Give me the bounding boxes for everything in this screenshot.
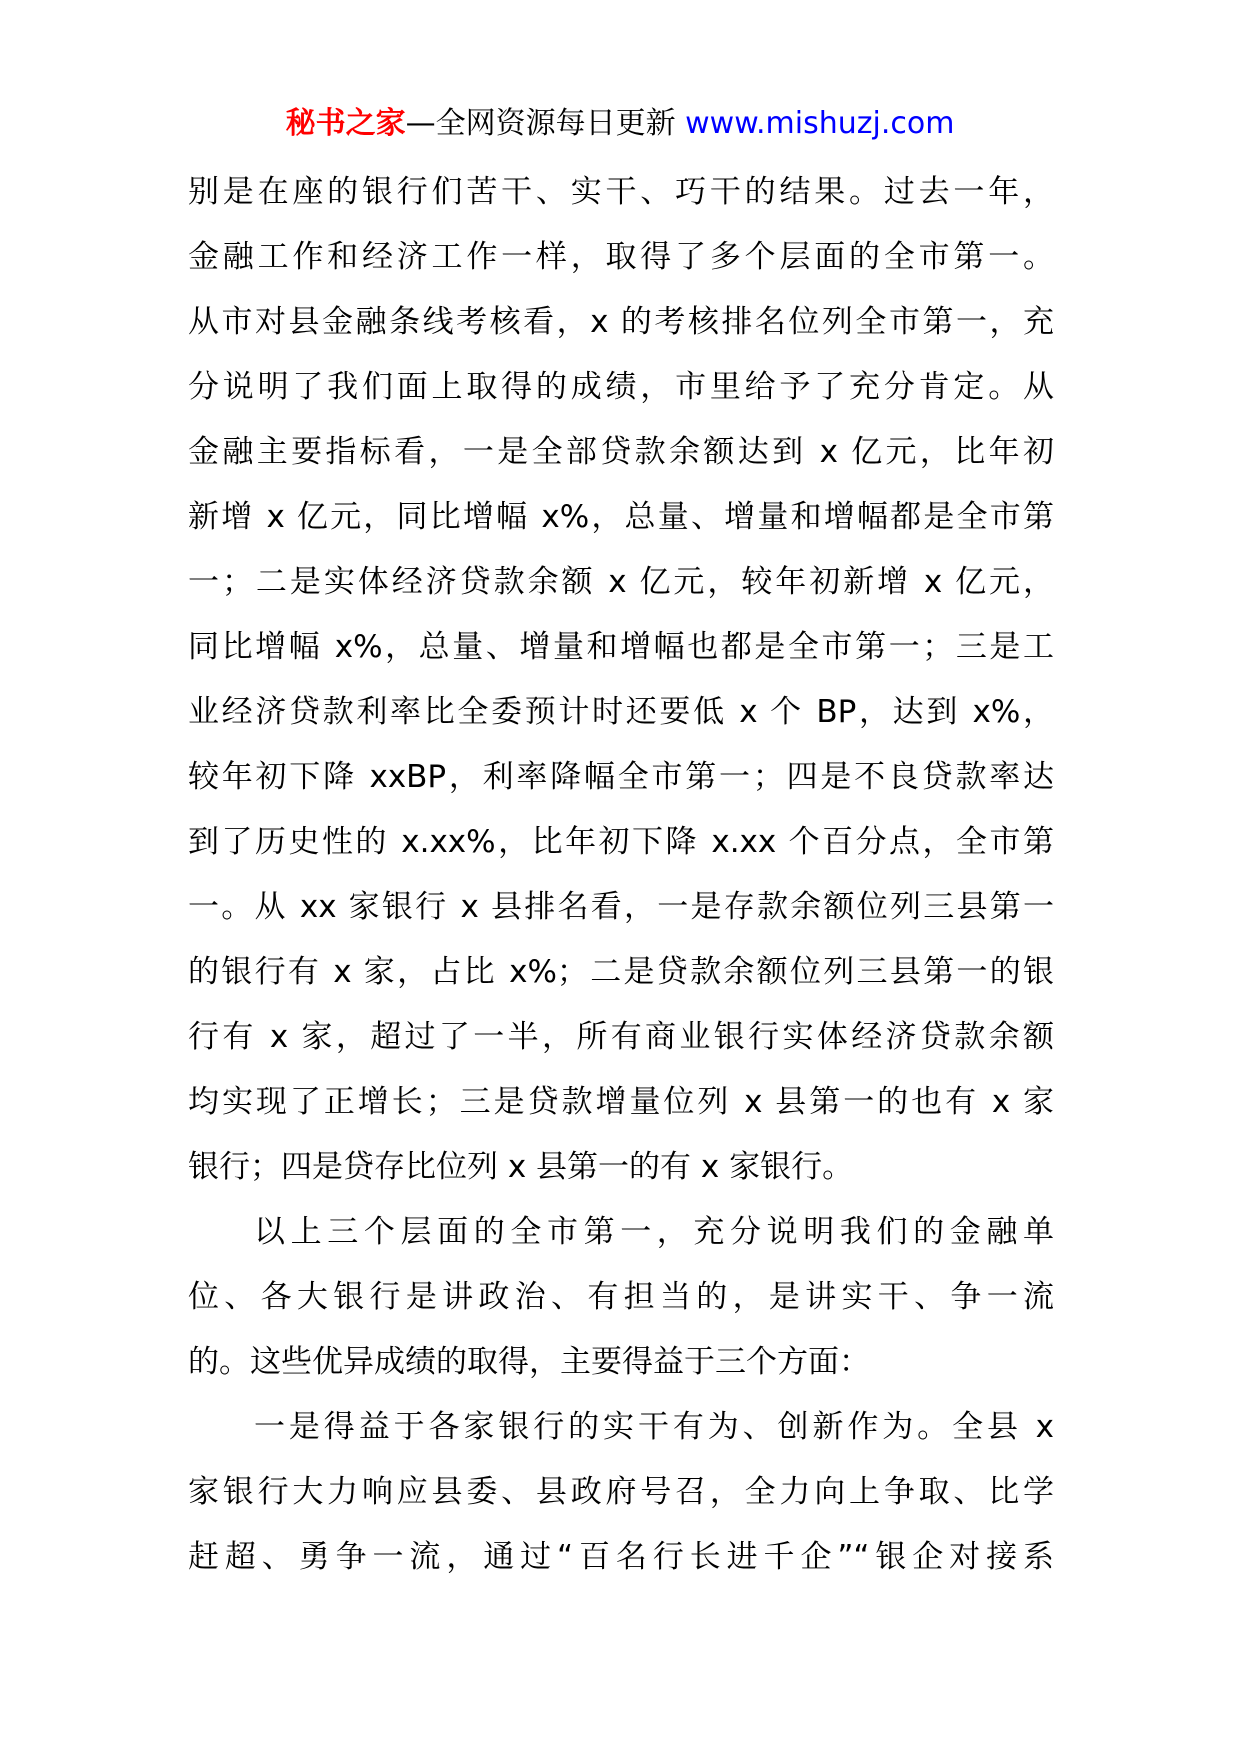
paragraph-first-reason: [188, 1395, 1054, 1590]
text-line: 均实现了正增长；三是贷款增量位列 x 县第一的也有 x 家: [188, 1084, 1054, 1120]
text-line: 一是得益于各家银行的实干有为、创新作为。全县 x: [254, 1409, 1054, 1445]
text-line: 银行；四是贷存比位列 x 县第一的有 x 家银行。: [188, 1149, 854, 1185]
text-line: 到了历史性的 x.xx%，比年初下降 x.xx 个百分点，全市第: [188, 824, 1054, 860]
text-line: 从市对县金融条线考核看，x 的考核排名位列全市第一，充: [188, 304, 1054, 340]
text-line: 的银行有 x 家，占比 x%；二是贷款余额位列三县第一的银: [188, 954, 1054, 990]
text-line: 的。这些优异成绩的取得，主要得益于三个方面：: [188, 1344, 870, 1380]
document-body: [188, 160, 1054, 1590]
text-line: 较年初下降 xxBP，利率降幅全市第一；四是不良贷款率达: [188, 759, 1054, 795]
header-url-link[interactable]: www.mishuzj.com: [685, 106, 955, 141]
paragraph-continued: [188, 160, 1054, 1200]
text-line: 以上三个层面的全市第一，充分说明我们的金融单: [254, 1214, 1054, 1250]
text-line: 金融工作和经济工作一样，取得了多个层面的全市第一。: [188, 239, 1054, 275]
paragraph-summary: [188, 1200, 1054, 1395]
text-line: 赶超、勇争一流，通过“百名行长进千企”“银企对接系: [188, 1539, 1054, 1575]
text-line: 分说明了我们面上取得的成绩，市里给予了充分肯定。从: [188, 369, 1054, 405]
text-line: 新增 x 亿元，同比增幅 x%，总量、增量和增幅都是全市第: [188, 499, 1054, 535]
text-line: 位、各大银行是讲政治、有担当的，是讲实干、争一流: [188, 1279, 1054, 1315]
header-brand: 秘书之家: [285, 106, 406, 141]
text-line: 业经济贷款利率比全委预计时还要低 x 个 BP，达到 x%，: [188, 694, 1054, 730]
text-line: 同比增幅 x%，总量、增量和增幅也都是全市第一；三是工: [188, 629, 1054, 665]
text-line: 行有 x 家，超过了一半，所有商业银行实体经济贷款余额: [188, 1019, 1054, 1055]
header-tagline: —全网资源每日更新: [405, 106, 676, 141]
text-line: 别是在座的银行们苦干、实干、巧干的结果。过去一年，: [188, 174, 1054, 210]
text-line: 一。从 xx 家银行 x 县排名看，一是存款余额位列三县第一: [188, 889, 1054, 925]
document-header: [0, 103, 1240, 145]
text-line: 金融主要指标看，一是全部贷款余额达到 x 亿元，比年初: [188, 434, 1054, 470]
text-line: 一；二是实体经济贷款余额 x 亿元，较年初新增 x 亿元，: [188, 564, 1054, 600]
text-line: 家银行大力响应县委、县政府号召，全力向上争取、比学: [188, 1474, 1054, 1510]
